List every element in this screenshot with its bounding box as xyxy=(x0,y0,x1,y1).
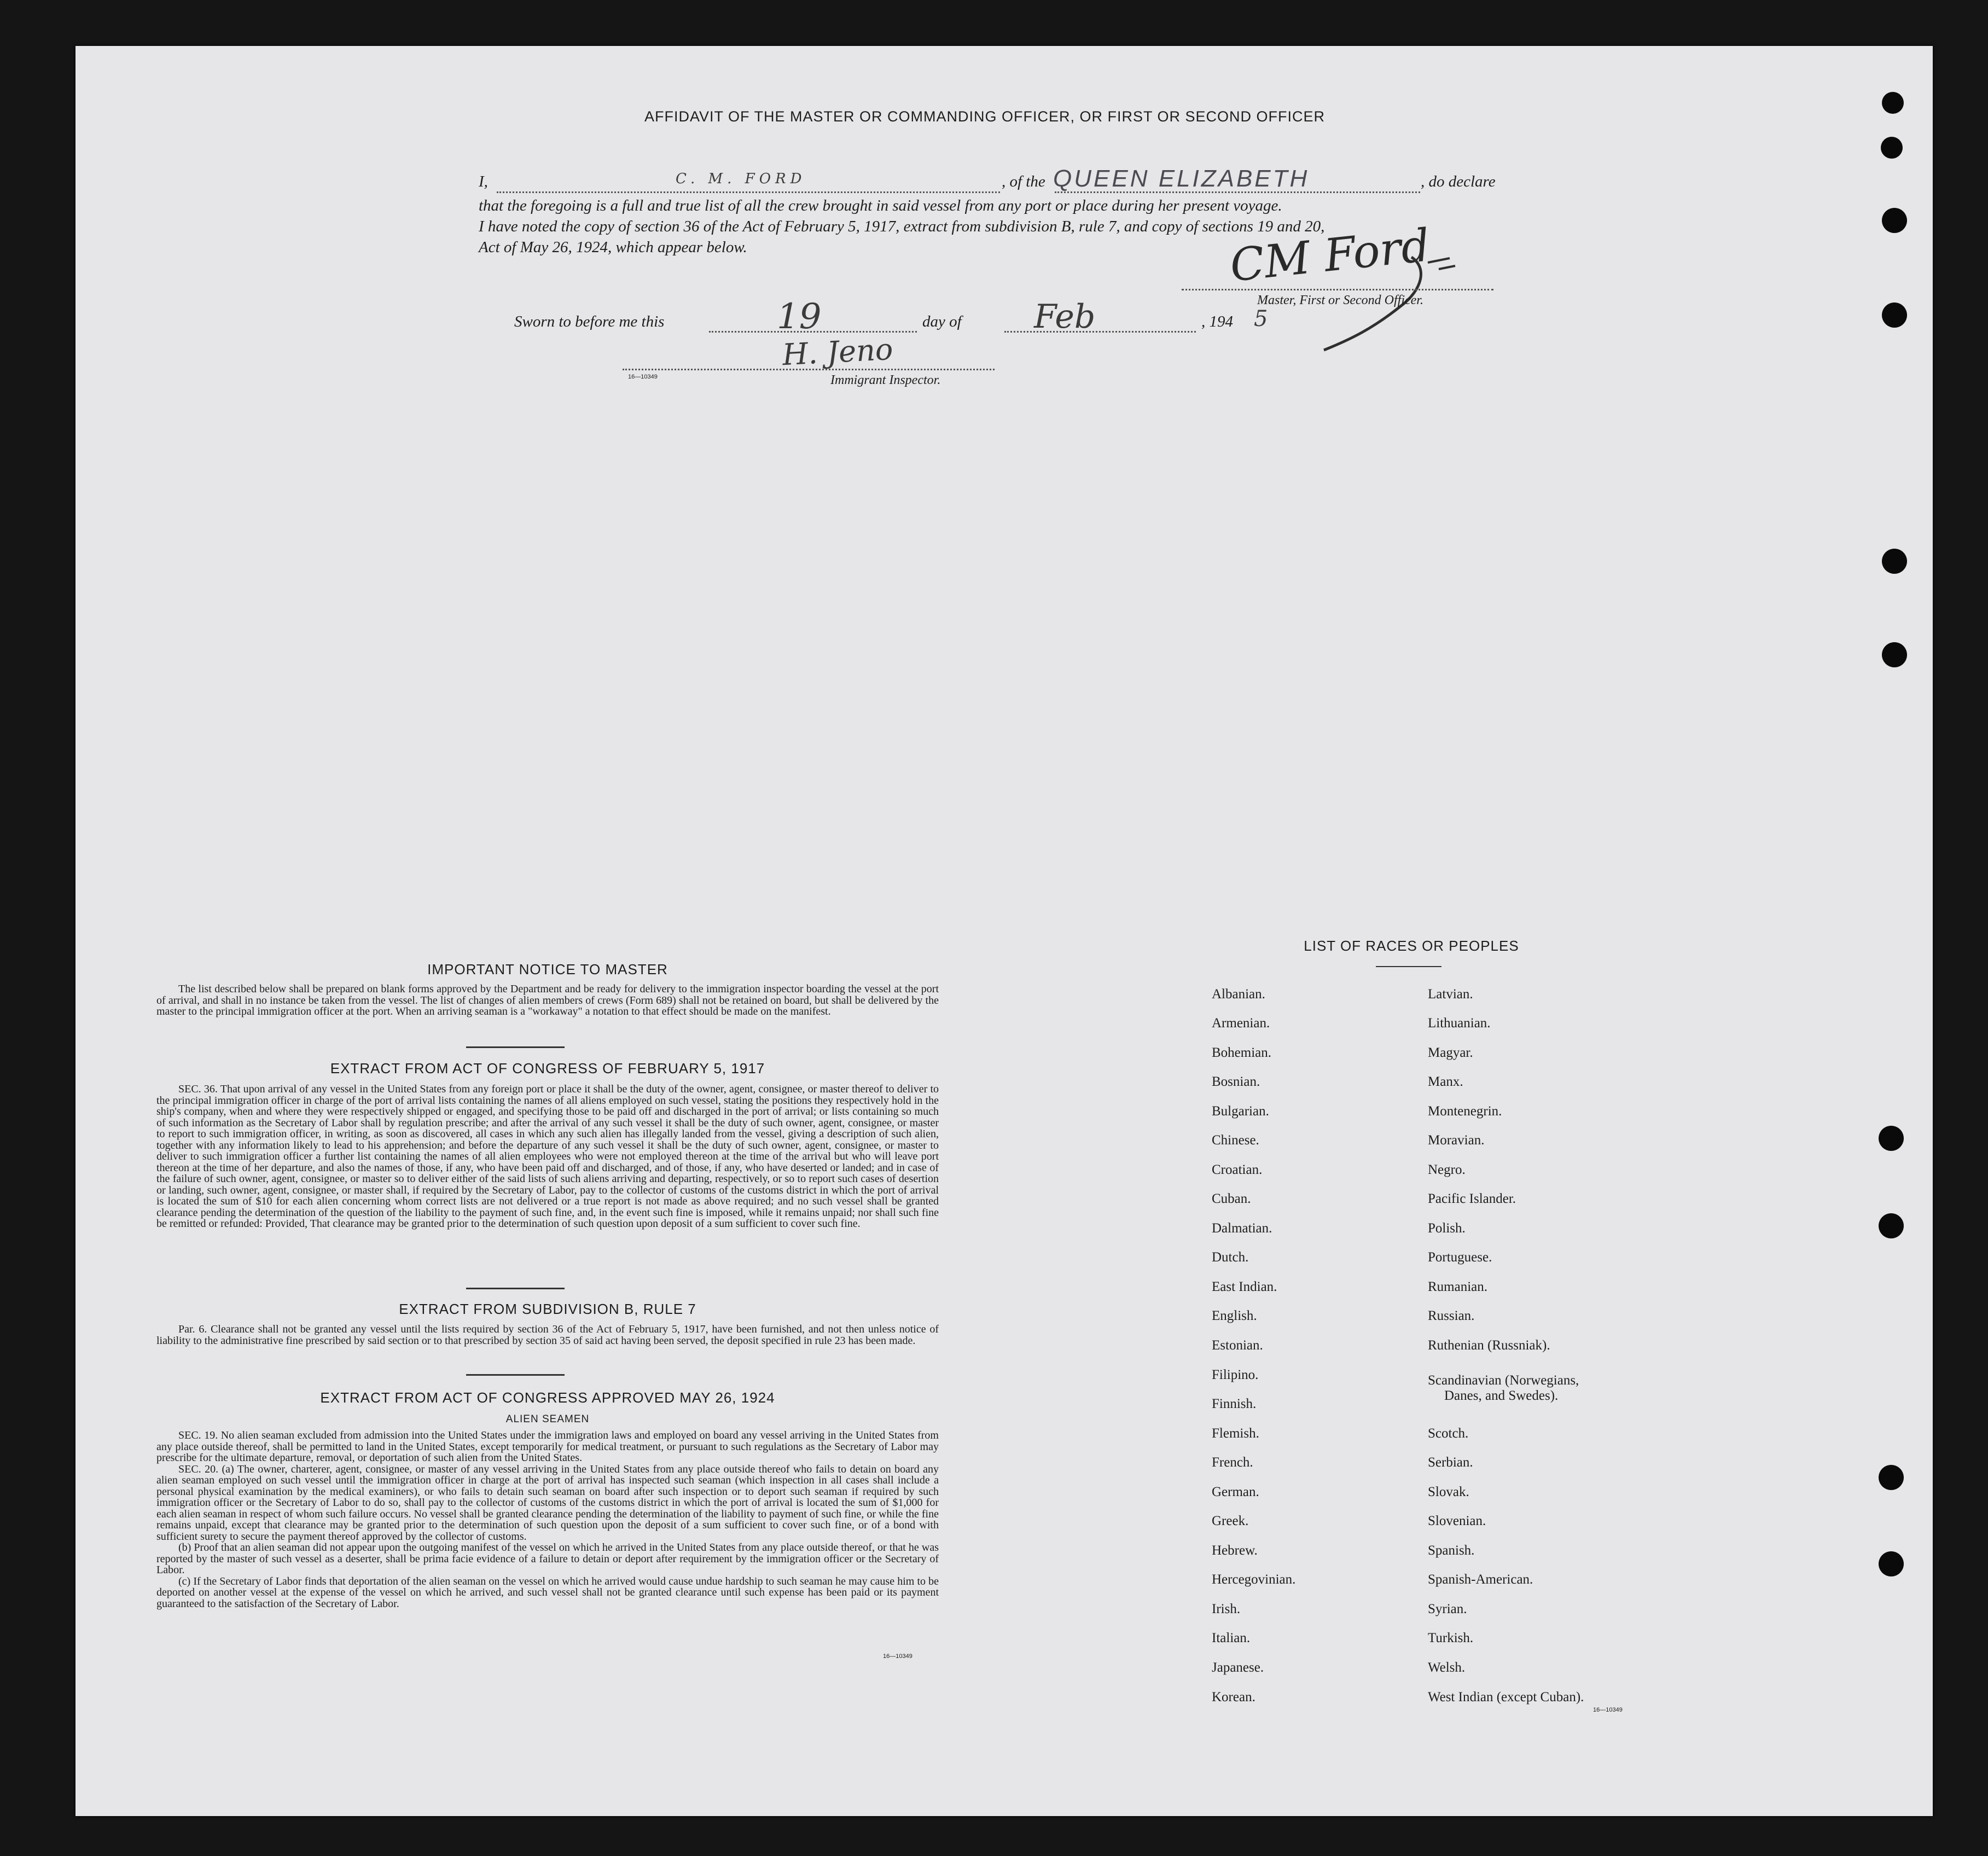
month-fill-line xyxy=(1004,331,1196,333)
divider xyxy=(466,1046,565,1048)
extract-1924-section xyxy=(156,1430,939,1609)
race-item: Croatian. xyxy=(1212,1162,1263,1177)
race-item: Dutch. xyxy=(1212,1250,1249,1265)
extract-1917-section xyxy=(156,1084,939,1230)
punch-hole xyxy=(1879,1465,1904,1490)
race-item: Armenian. xyxy=(1212,1016,1270,1031)
sworn-line xyxy=(514,296,1335,350)
sec-20c-text: (c) If the Secretary of Labor finds that deportation of the alien seaman on the vessel on which he arrived would cause undue hardship to such seaman he may cause him to be deported on another vessel at the expense of the vessel on which he arrived, and such vessel shall not be granted clearance until such expense has been paid or its payment guaranteed to the satisfaction of the Secretary of Labor. xyxy=(156,1575,939,1610)
signature-line xyxy=(1182,289,1493,290)
vessel-fill-line xyxy=(1055,191,1420,193)
race-item: West Indian (except Cuban). xyxy=(1428,1690,1584,1704)
race-item: Japanese. xyxy=(1212,1660,1264,1675)
race-item: Spanish. xyxy=(1428,1543,1475,1558)
race-item: Italian. xyxy=(1212,1631,1251,1645)
race-item: Montenegrin. xyxy=(1428,1104,1502,1119)
do-declare-label: , do declare xyxy=(1421,173,1496,190)
race-item: Bulgarian. xyxy=(1212,1104,1269,1119)
race-item: Polish. xyxy=(1428,1221,1466,1236)
punch-hole xyxy=(1881,137,1903,159)
race-item: Spanish-American. xyxy=(1428,1572,1533,1587)
affidavit-line-4: Act of May 26, 1924, which appear below. xyxy=(479,238,747,256)
races-heading: LIST OF RACES OR PEOPLES xyxy=(1304,938,1519,954)
race-item: German. xyxy=(1212,1485,1259,1499)
race-item: Latvian. xyxy=(1428,987,1473,1002)
race-item: Turkish. xyxy=(1428,1631,1474,1645)
officer-name: C. M. FORD xyxy=(676,171,806,187)
race-item: Welsh. xyxy=(1428,1660,1466,1675)
divider xyxy=(1376,966,1441,967)
notice-section xyxy=(156,984,939,1017)
punch-hole xyxy=(1879,1213,1904,1238)
race-item: Lithuanian. xyxy=(1428,1016,1491,1031)
race-item: Hebrew. xyxy=(1212,1543,1258,1558)
race-item: Rumanian. xyxy=(1428,1279,1488,1294)
day-of-label: day of xyxy=(922,313,962,330)
punch-hole xyxy=(1882,302,1907,328)
inspector-line xyxy=(623,369,995,370)
race-item: Korean. xyxy=(1212,1690,1255,1704)
punch-hole xyxy=(1879,1126,1904,1151)
name-fill-line xyxy=(497,191,1000,193)
race-item: Negro. xyxy=(1428,1162,1466,1177)
race-item: Albanian. xyxy=(1212,987,1265,1002)
race-item: Syrian. xyxy=(1428,1602,1467,1616)
race-item: Russian. xyxy=(1428,1308,1475,1323)
race-item: French. xyxy=(1212,1455,1253,1470)
race-item: Greek. xyxy=(1212,1514,1249,1528)
race-item: Slovenian. xyxy=(1428,1514,1486,1528)
notice-text: The list described below shall be prepared on blank forms approved by the Department and be ready for delivery to the immigration inspector boarding the vessel at the port of arrival, and shall in no instance be taken from the vessel. The list of changes of alien members of crews (Form 689) shall not be retained on board, but shall be delivered by the master to the principal immigration officer at the port. When an arriving seaman is a "workaway" a notation to that effect should be made on the manifest. xyxy=(156,983,939,1017)
vessel-name-stamp: QUEEN ELIZABETH xyxy=(1053,165,1310,192)
race-item: Filipino. xyxy=(1212,1368,1259,1382)
inspector-signature: H. Jeno xyxy=(781,331,894,373)
form-number-right: 16—10349 xyxy=(1593,1707,1623,1713)
i-label: I, xyxy=(479,173,488,190)
race-item: Moravian. xyxy=(1428,1133,1485,1148)
race-item: Ruthenian (Russniak). xyxy=(1428,1338,1550,1353)
form-number-left: 16—10349 xyxy=(883,1653,912,1660)
sworn-label: Sworn to before me this xyxy=(514,313,665,330)
sec-19-text: SEC. 19. No alien seaman excluded from admission into the United States under the immigration laws and employed on board any vessel arriving in the United States from any place outside thereof, shall be permitted to land in the United States, except temporarily for medical treatment, or pursuant to such regulations as the Secretary of Labor may prescribe for the ultimate departure, removal, or deportation of such alien from the United States. xyxy=(156,1429,939,1464)
affidavit-title: AFFIDAVIT OF THE MASTER OR COMMANDING OFFICER, OR FIRST OR SECOND OFFICER xyxy=(644,108,1326,125)
divider xyxy=(466,1374,565,1376)
affidavit-line-2: that the foregoing is a full and true list of all the crew brought in said vessel from any port or place during her present voyage. xyxy=(479,197,1282,214)
punch-hole xyxy=(1882,549,1907,574)
punch-hole xyxy=(1882,92,1904,114)
rule-7-heading: EXTRACT FROM SUBDIVISION B, RULE 7 xyxy=(399,1301,696,1317)
race-item: Portuguese. xyxy=(1428,1250,1492,1265)
race-item: Magyar. xyxy=(1428,1045,1473,1060)
affidavit-line-3: I have noted the copy of section 36 of the Act of February 5, 1917, extract from subdivision B, rule 7, and copy of sections 19 and 20, xyxy=(479,218,1325,235)
master-signature: CM Ford xyxy=(1228,219,1433,292)
race-item: Bohemian. xyxy=(1212,1045,1272,1060)
punch-hole xyxy=(1882,642,1907,667)
extract-1917-heading: EXTRACT FROM ACT OF CONGRESS OF FEBRUARY 5, 1917 xyxy=(330,1060,765,1077)
race-item: Chinese. xyxy=(1212,1133,1259,1148)
punch-hole xyxy=(1879,1551,1904,1576)
race-item: Irish. xyxy=(1212,1602,1241,1616)
race-item: Pacific Islander. xyxy=(1428,1191,1516,1206)
race-item: East Indian. xyxy=(1212,1279,1277,1294)
extract-1924-heading: EXTRACT FROM ACT OF CONGRESS APPROVED MAY 26, 1924 xyxy=(320,1389,775,1406)
race-item: Scotch. xyxy=(1428,1426,1469,1441)
notice-heading: IMPORTANT NOTICE TO MASTER xyxy=(427,961,668,978)
race-item: English. xyxy=(1212,1308,1257,1323)
of-the-label: , of the xyxy=(1002,173,1045,190)
sworn-day: 19 xyxy=(777,296,822,337)
sec-20b-text: (b) Proof that an alien seaman did not appear upon the outgoing manifest of the vessel on which he arrived in the United States from any place outside thereof, or that he was reported by the master of such vessel as a deserter, shall be prima facie evidence of a failure to detain or deport after requirement by the immigration officer or the Secretary of Labor. xyxy=(156,1541,939,1576)
race-item: Danes, and Swedes). xyxy=(1444,1388,1559,1403)
race-item: Hercegovinian. xyxy=(1212,1572,1296,1587)
divider xyxy=(466,1288,565,1289)
race-item: Finnish. xyxy=(1212,1397,1257,1411)
alien-seamen-subheading: ALIEN SEAMEN xyxy=(505,1413,590,1425)
extract-1917-text: SEC. 36. That upon arrival of any vessel in the United States from any foreign port or place it shall be the duty of the owner, agent, consignee, or master thereof to deliver to the principal immigration officer in charge of the port of arrival lists containing the names of all aliens employed on such vessel, stating the positions they respectively hold in the ship's company, when and where they were respectively shipped or engaged, and specifying those to be paid off and discharged in the port of arrival; or lists containing so much of such information as the Secretary of Labor shall by regulation prescribe; and after the arrival of any such vessel it shall be the duty of such owner, agent, consignee, or master to report to such immigration officer, in writing, as soon as discovered, all cases in which any such alien has illegally landed from the vessel, giving a description of such alien, together with any information likely to lead to his apprehension; and before the departure of any such vessel it shall be the duty of such owner, agent, consignee, or master to deliver to such immigration officer a further list containing the names of all alien employees who were not employed thereon at the time of the arrival but who will leave port thereon at the time of her departure, and also the names of those, if any, who have been paid off and discharged, and of those, if any, who have deserted or landed; and in case of the failure of such owner, agent, consignee, or master so to deliver either of the said lists of such aliens arriving and departing, respectively, or so to report such cases of desertion or landing, such owner, agent, consignee, or master shall, if required by the Secretary of Labor, pay to the collector of customs of the customs district in which the port of arrival is located the sum of $10 for each alien concerning whom correct lists are not delivered or a true report is not made as above required; and no such vessel shall be granted clearance pending the determination of the question of the liability to the payment of such fine, and, in the event such fine is imposed, while it remains unpaid; nor shall such fine be remitted or refunded: Provided, That clearance may be granted prior to the determination of such question upon deposit of a sum sufficient to cover such fine. xyxy=(156,1083,939,1230)
race-item: Serbian. xyxy=(1428,1455,1473,1470)
race-item: Dalmatian. xyxy=(1212,1221,1272,1236)
inspector-caption: Immigrant Inspector. xyxy=(830,373,941,387)
race-item: Slovak. xyxy=(1428,1485,1469,1499)
race-item: Flemish. xyxy=(1212,1426,1259,1441)
rule-7-text: Par. 6. Clearance shall not be granted any vessel until the lists required by section 36 of the Act of February 5, 1917, have been furnished, and not then unless notice of liability to the administrative fine prescribed by said section or to that prescribed by section 35 of said act having been served, the deposit specified in rule 23 has been made. xyxy=(156,1323,939,1347)
year-suffix: 5 xyxy=(1254,306,1268,331)
punch-hole xyxy=(1882,208,1907,233)
form-number-top: 16—10349 xyxy=(628,374,658,380)
race-item: Bosnian. xyxy=(1212,1074,1260,1089)
sec-20a-text: SEC. 20. (a) The owner, charterer, agent, consignee, or master of any vessel arriving in the United States from any place outside thereof who fails to detain on board any alien seaman employed on such vessel until the immigration officer in charge at the port of arrival has inspected such seaman (which inspection in all cases shall include a personal physical examination by the medical examiners), or who fails to detain such seaman on board after such inspection or to deport such seaman if required by such immigration officer or the Secretary of Labor to do so, shall pay to the collector of customs of the customs district in which the port of arrival is located the sum of $1,000 for each alien seaman in respect of whom such failure occurs. No vessel shall be granted clearance pending the determination of the liability to payment of such fine, or while the fine remains unpaid, except that clearance may be granted prior to the determination of such question upon the deposit of a sum sufficient to cover such fine, or of a bond with sufficient surety to secure the payment thereof approved by the collector of customs. xyxy=(156,1463,939,1543)
rule-7-section xyxy=(156,1324,939,1346)
race-item: Scandinavian (Norwegians, xyxy=(1428,1373,1579,1388)
sworn-month: Feb xyxy=(1034,298,1096,336)
year-prefix: , 194 xyxy=(1201,313,1233,330)
race-item: Estonian. xyxy=(1212,1338,1263,1353)
signature-caption: Master, First or Second Officer. xyxy=(1257,293,1423,307)
race-item: Manx. xyxy=(1428,1074,1463,1089)
race-item: Cuban. xyxy=(1212,1191,1251,1206)
